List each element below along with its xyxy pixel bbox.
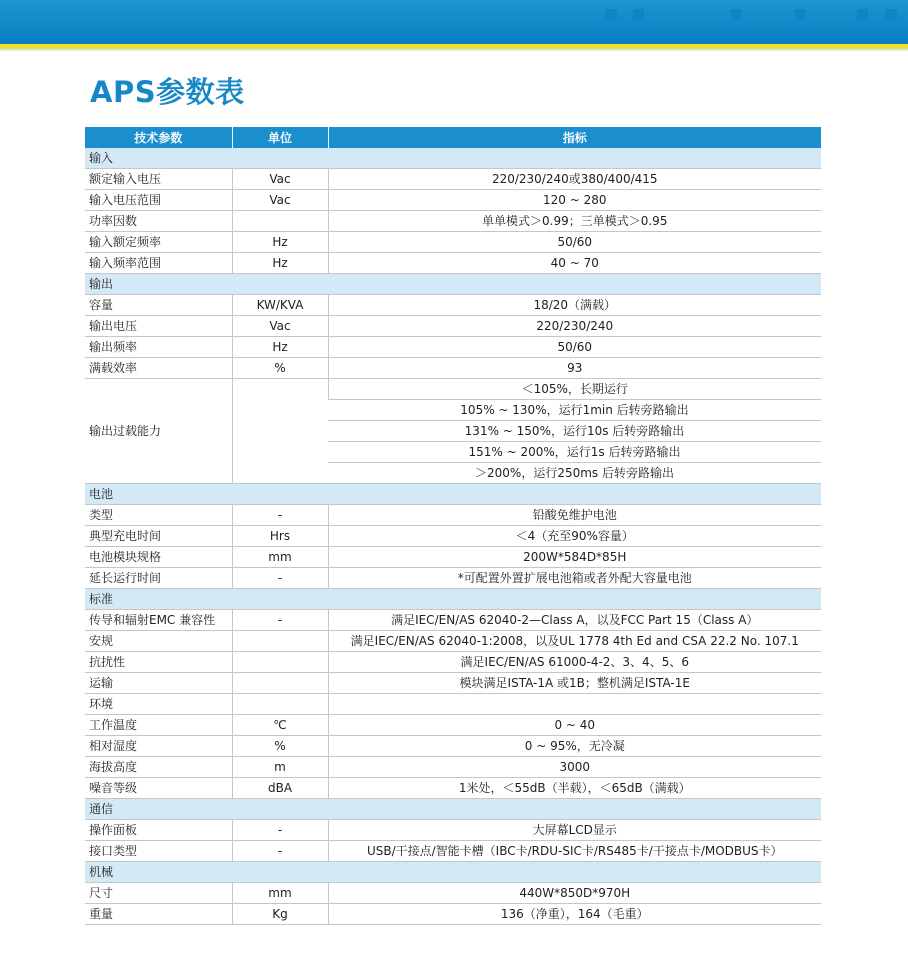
table-row	[85, 715, 821, 736]
value-cell: *可配置外置扩展电池箱或者外配大容量电池	[328, 568, 821, 589]
table-row	[85, 547, 821, 568]
unit-cell: -	[232, 505, 328, 526]
table-row	[85, 337, 821, 358]
param-cell: 输出电压	[85, 316, 232, 337]
section-title: 电池	[85, 484, 821, 505]
banner-decoration	[606, 9, 617, 20]
param-cell: 类型	[85, 505, 232, 526]
unit-cell: Hz	[232, 253, 328, 274]
section-title: 通信	[85, 799, 821, 820]
value-cell: 40 ~ 70	[328, 253, 821, 274]
unit-cell	[232, 673, 328, 694]
param-cell: 抗扰性	[85, 652, 232, 673]
param-cell: 输出过载能力	[85, 379, 232, 484]
unit-cell: mm	[232, 883, 328, 904]
value-cell: 50/60	[328, 337, 821, 358]
value-cell: 1米处，＜55dB（半载），＜65dB（满载）	[328, 778, 821, 799]
banner-decoration	[633, 9, 644, 20]
header-unit: 单位	[232, 127, 328, 148]
value-cell: 0 ~ 95%，无冷凝	[328, 736, 821, 757]
table-row	[85, 610, 821, 631]
table-row	[85, 358, 821, 379]
spec-table	[85, 127, 821, 925]
value-cell: 120 ~ 280	[328, 190, 821, 211]
table-row	[85, 295, 821, 316]
value-cell: USB/干接点/智能卡槽（IBC卡/RDU-SIC卡/RS485卡/干接点卡/MODBUS卡）	[328, 841, 821, 862]
table-row	[85, 190, 821, 211]
param-cell: 工作温度	[85, 715, 232, 736]
unit-cell: dBA	[232, 778, 328, 799]
table-row	[85, 883, 821, 904]
value-cell: 满足IEC/EN/AS 61000-4-2、3、4、5、6	[328, 652, 821, 673]
unit-cell	[232, 379, 328, 484]
unit-cell: Hrs	[232, 526, 328, 547]
table-row	[85, 232, 821, 253]
table-row	[85, 673, 821, 694]
table-row	[85, 568, 821, 589]
param-cell: 输入额定频率	[85, 232, 232, 253]
value-cell: 0 ~ 40	[328, 715, 821, 736]
value-cell: 151% ~ 200%，运行1s 后转旁路输出	[328, 442, 821, 463]
table-row	[85, 820, 821, 841]
unit-cell: -	[232, 568, 328, 589]
param-cell: 输出频率	[85, 337, 232, 358]
param-cell: 接口类型	[85, 841, 232, 862]
section-row-mech	[85, 862, 821, 883]
param-cell: 输入电压范围	[85, 190, 232, 211]
value-cell: 50/60	[328, 232, 821, 253]
unit-cell: Vac	[232, 190, 328, 211]
section-row-input	[85, 148, 821, 169]
param-cell: 尺寸	[85, 883, 232, 904]
table-row	[85, 526, 821, 547]
value-cell: 220/230/240	[328, 316, 821, 337]
value-cell	[328, 694, 821, 715]
section-title: 输入	[85, 148, 821, 169]
param-cell: 输入频率范围	[85, 253, 232, 274]
table-row	[85, 904, 821, 925]
section-title: 机械	[85, 862, 821, 883]
unit-cell: -	[232, 610, 328, 631]
param-cell: 噪音等级	[85, 778, 232, 799]
unit-cell: -	[232, 820, 328, 841]
section-title: 输出	[85, 274, 821, 295]
value-cell: 铅酸免维护电池	[328, 505, 821, 526]
value-cell: 440W*850D*970H	[328, 883, 821, 904]
table-row	[85, 316, 821, 337]
value-cell: 模块满足ISTA-1A 或1B；整机满足ISTA-1E	[328, 673, 821, 694]
table-row	[85, 211, 821, 232]
value-cell: 大屏幕LCD显示	[328, 820, 821, 841]
param-cell: 电池模块规格	[85, 547, 232, 568]
section-row-standard	[85, 589, 821, 610]
param-cell: 传导和辐射EMC 兼容性	[85, 610, 232, 631]
unit-cell	[232, 652, 328, 673]
unit-cell: mm	[232, 547, 328, 568]
header-value: 指标	[328, 127, 821, 148]
value-cell: 3000	[328, 757, 821, 778]
value-cell: 满足IEC/EN/AS 62040-1:2008，以及UL 1778 4th Ed and CSA 22.2 No. 107.1	[328, 631, 821, 652]
banner-decoration	[886, 9, 897, 20]
value-cell: 200W*584D*85H	[328, 547, 821, 568]
unit-cell: -	[232, 841, 328, 862]
value-cell: 220/230/240或380/400/415	[328, 169, 821, 190]
unit-cell: ℃	[232, 715, 328, 736]
section-row-environment	[85, 694, 821, 715]
banner-underline	[0, 49, 908, 51]
value-cell: ＜105%，长期运行	[328, 379, 821, 400]
table-row	[85, 631, 821, 652]
table-row	[85, 736, 821, 757]
section-title: 标准	[85, 589, 821, 610]
section-row-battery	[85, 484, 821, 505]
table-row	[85, 169, 821, 190]
unit-cell: Hz	[232, 232, 328, 253]
value-cell: ＞200%，运行250ms 后转旁路输出	[328, 463, 821, 484]
table-row	[85, 379, 821, 400]
param-cell: 典型充电时间	[85, 526, 232, 547]
table-row	[85, 841, 821, 862]
param-cell: 重量	[85, 904, 232, 925]
unit-cell	[232, 211, 328, 232]
unit-cell: KW/KVA	[232, 295, 328, 316]
unit-cell	[232, 631, 328, 652]
unit-cell: Vac	[232, 169, 328, 190]
table-row	[85, 505, 821, 526]
section-row-output	[85, 274, 821, 295]
param-cell: 延长运行时间	[85, 568, 232, 589]
table-row	[85, 652, 821, 673]
param-cell: 功率因数	[85, 211, 232, 232]
param-cell: 安规	[85, 631, 232, 652]
banner-decoration	[795, 9, 806, 20]
unit-cell: %	[232, 736, 328, 757]
banner-decoration	[731, 9, 742, 20]
unit-cell: %	[232, 358, 328, 379]
value-cell: 105% ~ 130%，运行1min 后转旁路输出	[328, 400, 821, 421]
unit-cell: Kg	[232, 904, 328, 925]
section-title: 环境	[85, 694, 232, 715]
banner-decoration	[857, 9, 868, 20]
section-row-comm	[85, 799, 821, 820]
param-cell: 运输	[85, 673, 232, 694]
value-cell: 93	[328, 358, 821, 379]
param-cell: 相对湿度	[85, 736, 232, 757]
unit-cell: Hz	[232, 337, 328, 358]
value-cell: 单单模式＞0.99；三单模式＞0.95	[328, 211, 821, 232]
page-title: APS参数表	[90, 75, 245, 109]
value-cell: 18/20（满载）	[328, 295, 821, 316]
param-cell: 满载效率	[85, 358, 232, 379]
param-cell: 容量	[85, 295, 232, 316]
table-row	[85, 778, 821, 799]
unit-cell: Vac	[232, 316, 328, 337]
unit-cell: m	[232, 757, 328, 778]
table-header-row	[85, 127, 821, 148]
header-param: 技术参数	[85, 127, 232, 148]
header-banner	[0, 0, 908, 44]
value-cell: 131% ~ 150%，运行10s 后转旁路输出	[328, 421, 821, 442]
param-cell: 海拔高度	[85, 757, 232, 778]
param-cell: 额定输入电压	[85, 169, 232, 190]
unit-cell	[232, 694, 328, 715]
value-cell: 满足IEC/EN/AS 62040-2—Class A，以及FCC Part 15（Class A）	[328, 610, 821, 631]
value-cell: ＜4（充至90%容量）	[328, 526, 821, 547]
param-cell: 操作面板	[85, 820, 232, 841]
table-row	[85, 253, 821, 274]
value-cell: 136（净重），164（毛重）	[328, 904, 821, 925]
table-row	[85, 757, 821, 778]
